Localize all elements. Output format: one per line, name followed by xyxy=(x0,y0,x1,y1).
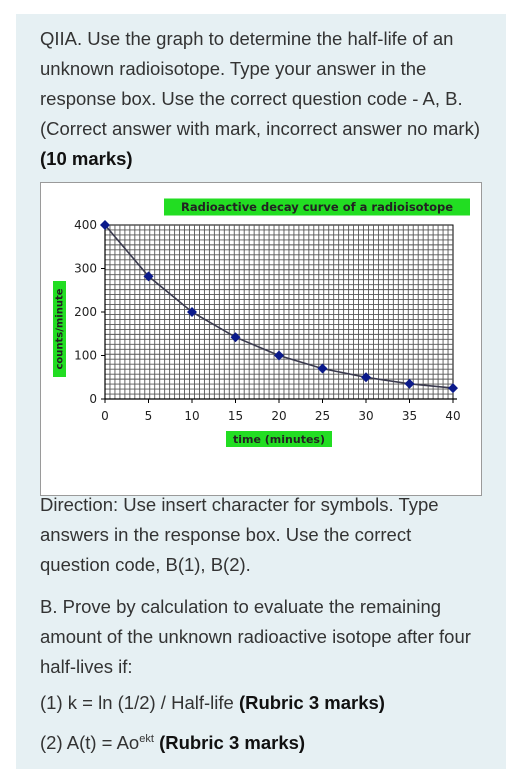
x-tick-label: 10 xyxy=(184,409,200,423)
formula-2 xyxy=(40,728,486,758)
formula-1 xyxy=(40,688,486,718)
formula-2-rubric: (Rubric 3 marks) xyxy=(159,732,306,753)
formula-1-rubric: (Rubric 3 marks) xyxy=(238,692,385,713)
y-tick-label: 400 xyxy=(74,218,97,232)
question-body: QIIA. Use the graph to determine the half-life of an unknown radioisotope. Type your answer in the response box. Use the correct question code - A, B. (Correct answer with mark, incorrect answer no mark) xyxy=(40,28,480,139)
x-tick-label: 35 xyxy=(401,409,418,423)
x-tick-label: 20 xyxy=(271,409,287,423)
y-tick-label: 0 xyxy=(89,392,97,406)
decay-chart xyxy=(40,182,482,496)
question-marks: (10 marks) xyxy=(40,148,133,169)
chart-svg xyxy=(41,183,481,495)
x-tick-label: 30 xyxy=(358,409,374,423)
chart-title: Radioactive decay curve of a radioisotope xyxy=(180,200,454,214)
y-axis-label-box xyxy=(53,281,66,377)
formula-1-text: (1) k = ln (1/2) / Half-life xyxy=(40,692,234,713)
x-tick-label: 25 xyxy=(314,409,331,423)
y-axis-label: counts/minute xyxy=(54,288,65,370)
x-tick-label: 5 xyxy=(144,409,153,423)
question-text xyxy=(40,24,486,174)
x-tick-label: 40 xyxy=(445,409,461,423)
x-tick-label: 0 xyxy=(101,409,109,423)
x-axis-label: time (minutes) xyxy=(233,433,325,446)
y-tick-label: 100 xyxy=(74,348,97,363)
formula-2-text: (2) A(t) = Ao xyxy=(40,732,140,753)
direction-text: Direction: Use insert character for symbols. Type answers in the response box. Use the correct question code, B(1), B(2). xyxy=(40,494,439,575)
formula-2-exponent: ekt xyxy=(139,732,154,745)
x-tick-label: 15 xyxy=(227,409,244,423)
question-card xyxy=(16,14,506,769)
problem-b-text: B. Prove by calculation to evaluate the remaining amount of the unknown radioactive isotope after four half-lives if: xyxy=(40,596,471,677)
y-tick-label: 300 xyxy=(74,261,97,276)
y-tick-label: 200 xyxy=(74,305,97,319)
